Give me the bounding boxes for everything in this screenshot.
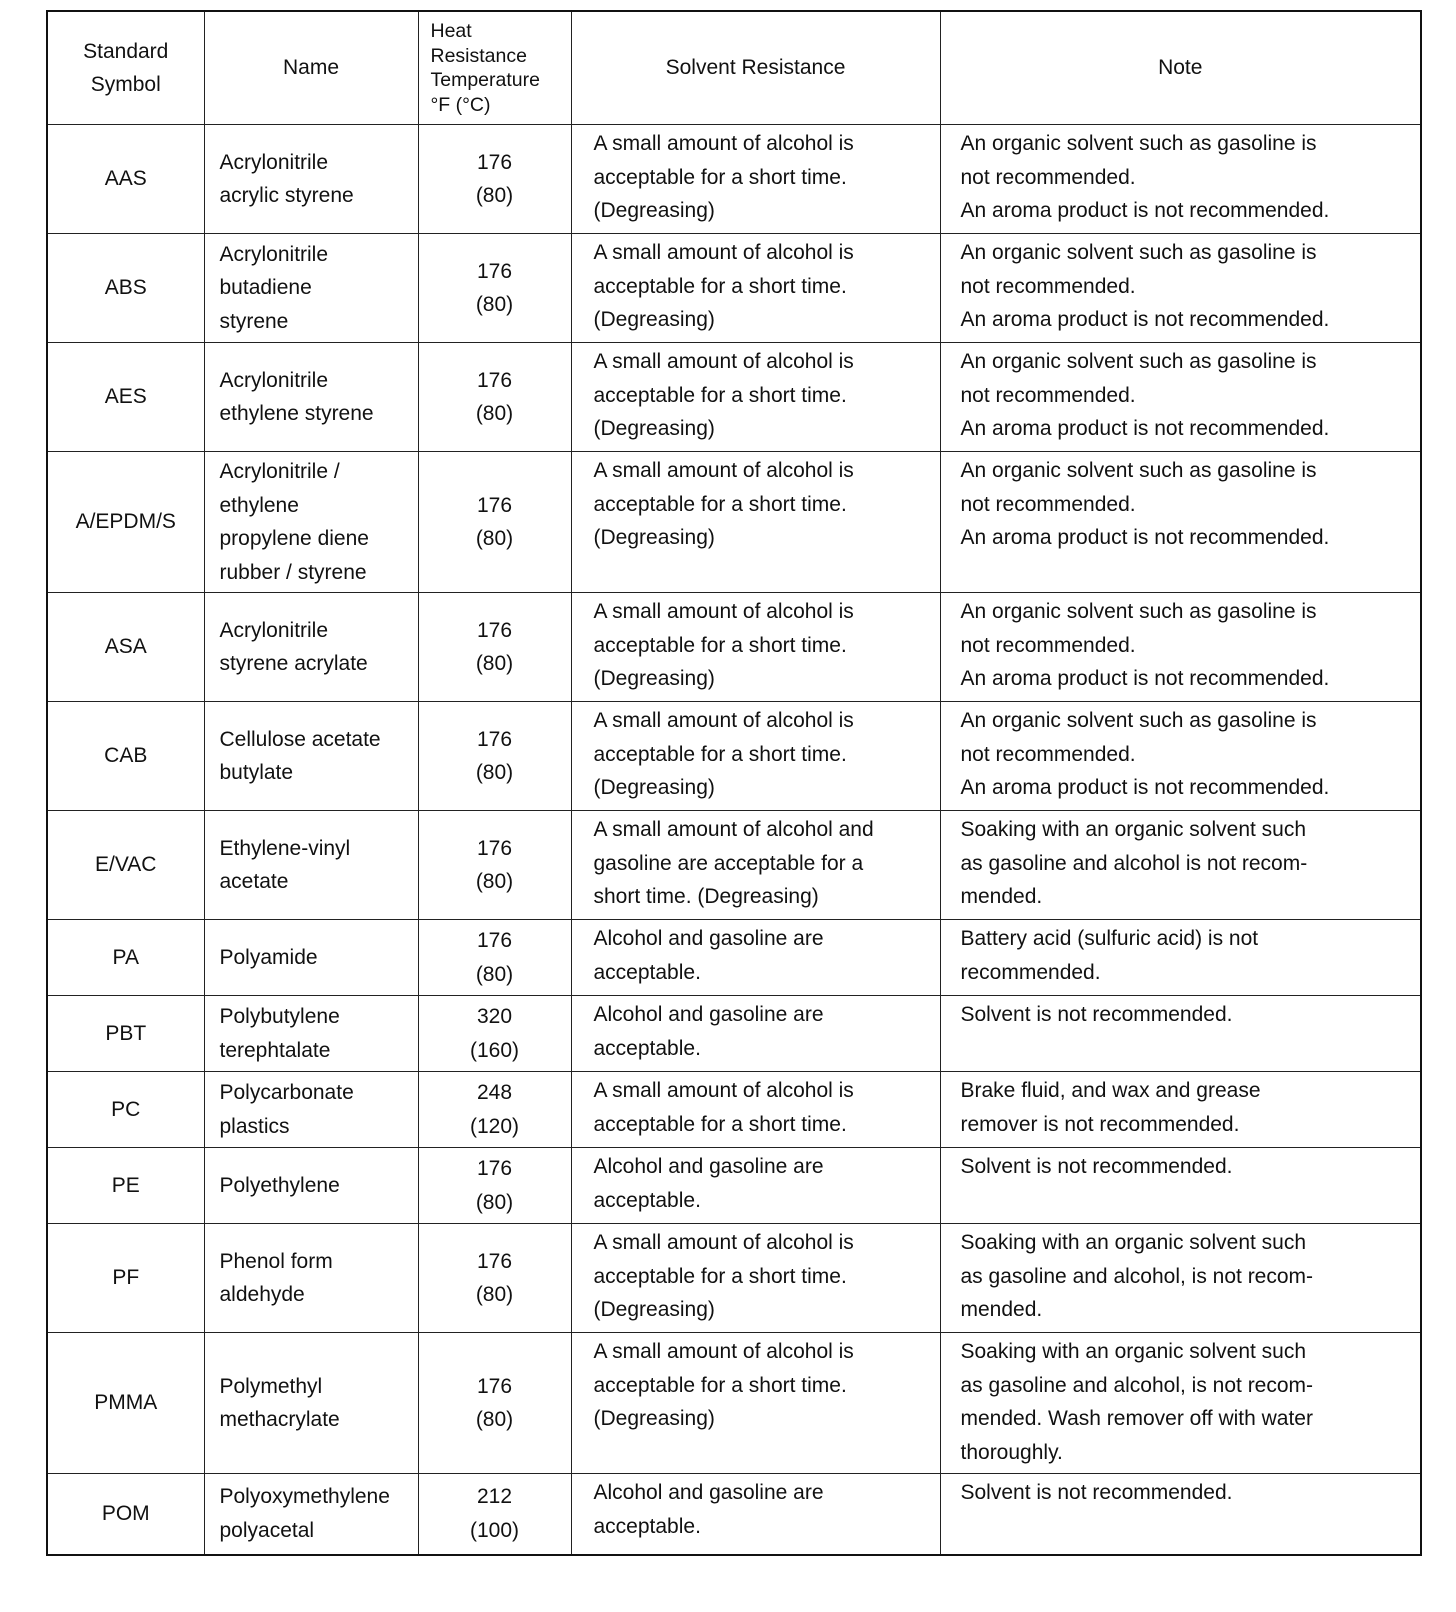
solvent-resistance-cell <box>571 125 940 234</box>
heat-fahrenheit: 176 <box>476 150 513 174</box>
name-line: ethylene styrene <box>219 402 374 425</box>
note-cell <box>940 343 1421 452</box>
name-line: methacrylate <box>219 1408 340 1431</box>
table-body <box>47 125 1421 1555</box>
solvent-line: A small amount of alcohol is <box>593 241 854 264</box>
heat-resistance-cell <box>418 343 571 452</box>
name-cell <box>204 996 418 1072</box>
symbol-cell: PE <box>47 1148 204 1224</box>
name-line: ethylene <box>219 493 299 517</box>
solvent-line: (Degreasing) <box>593 199 715 222</box>
name-line: acrylic styrene <box>219 184 354 207</box>
solvent-line: Alcohol and gasoline are <box>593 1155 824 1178</box>
name-line: terephtalate <box>219 1038 331 1062</box>
name-line: butylate <box>219 761 294 784</box>
name-line: styrene acrylate <box>219 652 368 675</box>
note-line: An aroma product is not recommended. <box>960 199 1330 222</box>
note-cell <box>940 920 1421 996</box>
name-line: acetate <box>219 870 289 893</box>
solvent-resistance-cell <box>571 343 940 452</box>
symbol-cell: AES <box>47 343 204 452</box>
name-cell <box>204 1333 418 1474</box>
solvent-line: Alcohol and gasoline are <box>593 1003 824 1026</box>
name-cell <box>204 343 418 452</box>
name-line: Cellulose acetate <box>219 727 381 751</box>
name-line: aldehyde <box>219 1283 305 1306</box>
symbol-cell: PC <box>47 1072 204 1148</box>
heat-celsius: (80) <box>475 761 514 784</box>
solvent-line: A small amount of alcohol is <box>593 1231 854 1254</box>
note-cell <box>940 1474 1421 1555</box>
header-symbol-line: Symbol <box>90 73 161 96</box>
name-cell <box>204 452 418 593</box>
heat-fahrenheit: 176 <box>476 1374 513 1398</box>
solvent-line: A small amount of alcohol is <box>593 600 854 623</box>
name-line: Polycarbonate <box>219 1081 354 1104</box>
heat-resistance-cell <box>418 1333 571 1474</box>
heat-fahrenheit: 248 <box>476 1081 513 1104</box>
name-line: Polymethyl <box>219 1374 323 1398</box>
solvent-resistance-cell <box>571 996 940 1072</box>
table-row <box>47 811 1421 920</box>
name-line: rubber / styrene <box>219 560 367 584</box>
heat-celsius: (120) <box>469 1114 520 1138</box>
name-line: Polyethylene <box>219 1173 340 1197</box>
solvent-line: acceptable for a short time. <box>593 742 847 766</box>
solvent-resistance-cell <box>571 1333 940 1474</box>
header-row <box>47 11 1421 125</box>
solvent-resistance-cell <box>571 452 940 593</box>
heat-fahrenheit: 212 <box>476 1485 513 1509</box>
header-symbol-line: Standard <box>83 39 169 63</box>
name-cell <box>204 1224 418 1333</box>
note-line: An organic solvent such as gasoline is <box>960 132 1317 155</box>
solvent-line: acceptable for a short time. <box>593 1373 847 1397</box>
heat-celsius: (80) <box>475 1190 514 1214</box>
note-cell <box>940 1224 1421 1333</box>
solvent-resistance-cell <box>571 811 940 920</box>
note-cell <box>940 593 1421 702</box>
note-line: An organic solvent such as gasoline is <box>960 350 1317 373</box>
heat-fahrenheit: 176 <box>476 836 513 860</box>
name-line: Acrylonitrile <box>219 150 329 174</box>
solvent-line: A small amount of alcohol is <box>593 132 854 155</box>
heat-resistance-cell <box>418 593 571 702</box>
heat-celsius: (80) <box>475 402 514 425</box>
name-line: plastics <box>219 1114 290 1138</box>
solvent-resistance-cell <box>571 1224 940 1333</box>
header-solvent-resistance: Solvent Resistance <box>571 11 940 125</box>
symbol-cell: ASA <box>47 593 204 702</box>
symbol-cell: POM <box>47 1474 204 1555</box>
table-row <box>47 593 1421 702</box>
note-line: not recommended. <box>960 492 1136 516</box>
name-cell <box>204 125 418 234</box>
table-row <box>47 1474 1421 1555</box>
table-row <box>47 996 1421 1072</box>
solvent-line: (Degreasing) <box>593 1298 715 1321</box>
note-line: Solvent is not recommended. <box>960 1481 1233 1504</box>
solvent-resistance-cell <box>571 1148 940 1224</box>
solvent-resistance-cell <box>571 1072 940 1148</box>
name-line: butadiene <box>219 276 312 300</box>
note-line: Soaking with an organic solvent such <box>960 818 1307 841</box>
solvent-line: gasoline are acceptable for a <box>593 851 864 875</box>
heat-celsius: (160) <box>469 1038 520 1062</box>
table-row <box>47 1072 1421 1148</box>
heat-resistance-cell <box>418 920 571 996</box>
heat-fahrenheit: 176 <box>476 727 513 751</box>
note-cell <box>940 125 1421 234</box>
heat-fahrenheit: 176 <box>476 929 513 952</box>
solvent-line: A small amount of alcohol and <box>593 818 874 841</box>
symbol-cell: PBT <box>47 996 204 1072</box>
table-row <box>47 1333 1421 1474</box>
symbol-cell: A/EPDM/S <box>47 452 204 593</box>
solvent-line: (Degreasing) <box>593 417 715 440</box>
note-line: An aroma product is not recommended. <box>960 308 1330 331</box>
symbol-cell: CAB <box>47 702 204 811</box>
name-cell <box>204 234 418 343</box>
heat-fahrenheit: 320 <box>476 1005 513 1028</box>
name-line: Acrylonitrile <box>219 242 329 266</box>
symbol-cell: PA <box>47 920 204 996</box>
note-line: An organic solvent such as gasoline is <box>960 241 1317 264</box>
note-line: not recommended. <box>960 383 1136 407</box>
table-row <box>47 234 1421 343</box>
name-line: Polyoxymethylene <box>219 1485 390 1509</box>
note-cell <box>940 811 1421 920</box>
name-line: propylene diene <box>219 527 369 550</box>
solvent-line: acceptable. <box>593 960 701 984</box>
heat-celsius: (80) <box>475 184 514 207</box>
note-cell <box>940 1148 1421 1224</box>
note-line: as gasoline and alcohol is not recom- <box>960 851 1308 875</box>
name-line: polyacetal <box>219 1518 315 1542</box>
header-heat-line: °F (°C) <box>430 93 491 116</box>
solvent-line: acceptable. <box>593 1036 701 1060</box>
name-line: Polyamide <box>219 945 318 969</box>
note-line: Solvent is not recommended. <box>960 1003 1233 1026</box>
solvent-line: (Degreasing) <box>593 526 715 549</box>
solvent-line: acceptable for a short time. <box>593 1264 847 1288</box>
symbol-cell: ABS <box>47 234 204 343</box>
table-row <box>47 702 1421 811</box>
header-heat-line: Heat <box>430 20 472 42</box>
name-line: Acrylonitrile <box>219 368 329 392</box>
note-line: Soaking with an organic solvent such <box>960 1231 1307 1254</box>
note-cell <box>940 996 1421 1072</box>
note-line: An aroma product is not recommended. <box>960 776 1330 799</box>
symbol-cell: PMMA <box>47 1333 204 1474</box>
heat-celsius: (80) <box>475 652 514 675</box>
heat-celsius: (100) <box>469 1518 520 1542</box>
note-line: recommended. <box>960 960 1101 984</box>
name-cell <box>204 593 418 702</box>
note-line: as gasoline and alcohol, is not recom- <box>960 1373 1314 1397</box>
note-line: Battery acid (sulfuric acid) is not <box>960 927 1259 950</box>
name-cell <box>204 1072 418 1148</box>
note-line: mended. <box>960 885 1043 908</box>
solvent-line: A small amount of alcohol is <box>593 709 854 732</box>
header-standard-symbol <box>47 11 204 125</box>
solvent-line: (Degreasing) <box>593 1407 715 1430</box>
table-row <box>47 343 1421 452</box>
solvent-resistance-cell <box>571 702 940 811</box>
header-note: Note <box>940 11 1421 125</box>
note-line: An aroma product is not recommended. <box>960 417 1330 440</box>
table-row <box>47 1148 1421 1224</box>
note-line: mended. <box>960 1298 1043 1321</box>
note-line: An aroma product is not recommended. <box>960 526 1330 549</box>
name-cell <box>204 920 418 996</box>
heat-fahrenheit: 176 <box>476 259 513 283</box>
solvent-line: acceptable for a short time. <box>593 274 847 298</box>
table-row <box>47 125 1421 234</box>
table-row <box>47 1224 1421 1333</box>
heat-celsius: (80) <box>475 1283 514 1306</box>
solvent-line: acceptable for a short time. <box>593 492 847 516</box>
heat-celsius: (80) <box>475 870 514 893</box>
note-line: not recommended. <box>960 165 1136 189</box>
note-line: mended. Wash remover off with water <box>960 1407 1313 1430</box>
symbol-cell: PF <box>47 1224 204 1333</box>
note-cell <box>940 1333 1421 1474</box>
heat-resistance-cell <box>418 1474 571 1555</box>
header-heat-line: Resistance <box>430 44 527 67</box>
solvent-line: A small amount of alcohol is <box>593 459 854 482</box>
solvent-resistance-cell <box>571 593 940 702</box>
solvent-line: A small amount of alcohol is <box>593 1079 854 1102</box>
plastics-resistance-table <box>46 10 1422 1556</box>
heat-resistance-cell <box>418 1072 571 1148</box>
note-line: An organic solvent such as gasoline is <box>960 709 1317 732</box>
heat-resistance-cell <box>418 452 571 593</box>
note-line: thoroughly. <box>960 1440 1063 1464</box>
heat-resistance-cell <box>418 125 571 234</box>
name-cell <box>204 702 418 811</box>
note-line: An aroma product is not recommended. <box>960 667 1330 690</box>
note-line: as gasoline and alcohol, is not recom- <box>960 1264 1314 1288</box>
solvent-line: Alcohol and gasoline are <box>593 1481 824 1504</box>
note-cell <box>940 702 1421 811</box>
note-line: not recommended. <box>960 633 1136 657</box>
note-line: remover is not recommended. <box>960 1112 1240 1136</box>
solvent-resistance-cell <box>571 920 940 996</box>
name-cell <box>204 1148 418 1224</box>
heat-resistance-cell <box>418 702 571 811</box>
solvent-line: acceptable for a short time. <box>593 1112 847 1136</box>
heat-resistance-cell <box>418 996 571 1072</box>
name-line: Acrylonitrile <box>219 618 329 642</box>
symbol-cell: E/VAC <box>47 811 204 920</box>
name-line: Ethylene-vinyl <box>219 836 351 860</box>
name-cell <box>204 1474 418 1555</box>
header-heat-line: Temperature <box>430 69 540 91</box>
name-line: Acrylonitrile / <box>219 460 340 483</box>
solvent-resistance-cell <box>571 1474 940 1555</box>
note-line: Solvent is not recommended. <box>960 1155 1233 1178</box>
table-row <box>47 452 1421 593</box>
heat-fahrenheit: 176 <box>476 1249 513 1273</box>
solvent-line: (Degreasing) <box>593 667 715 690</box>
name-line: Phenol form <box>219 1249 333 1273</box>
heat-resistance-cell <box>418 1224 571 1333</box>
heat-fahrenheit: 176 <box>476 493 513 517</box>
solvent-line: acceptable. <box>593 1188 701 1212</box>
table-row <box>47 920 1421 996</box>
name-line: styrene <box>219 309 289 333</box>
solvent-line: acceptable for a short time. <box>593 383 847 407</box>
note-line: Brake fluid, and wax and grease <box>960 1079 1261 1102</box>
note-line: not recommended. <box>960 274 1136 298</box>
note-cell <box>940 1072 1421 1148</box>
note-line: Soaking with an organic solvent such <box>960 1340 1307 1363</box>
solvent-line: Alcohol and gasoline are <box>593 927 824 950</box>
heat-resistance-cell <box>418 234 571 343</box>
solvent-line: (Degreasing) <box>593 308 715 331</box>
solvent-line: A small amount of alcohol is <box>593 1340 854 1363</box>
note-line: An organic solvent such as gasoline is <box>960 459 1317 482</box>
header-heat-resistance <box>418 11 571 125</box>
solvent-line: (Degreasing) <box>593 776 715 799</box>
solvent-line: acceptable for a short time. <box>593 633 847 657</box>
heat-celsius: (80) <box>475 1408 514 1431</box>
heat-fahrenheit: 176 <box>476 368 513 392</box>
solvent-line: acceptable for a short time. <box>593 165 847 189</box>
heat-fahrenheit: 176 <box>476 618 513 642</box>
heat-celsius: (80) <box>475 293 514 316</box>
name-line: Polybutylene <box>219 1005 340 1028</box>
note-line: not recommended. <box>960 742 1136 766</box>
heat-fahrenheit: 176 <box>476 1157 513 1180</box>
note-cell <box>940 452 1421 593</box>
name-cell <box>204 811 418 920</box>
heat-resistance-cell <box>418 1148 571 1224</box>
heat-celsius: (80) <box>475 962 514 986</box>
solvent-line: short time. (Degreasing) <box>593 885 819 908</box>
solvent-resistance-cell <box>571 234 940 343</box>
note-cell <box>940 234 1421 343</box>
note-line: An organic solvent such as gasoline is <box>960 600 1317 623</box>
header-name: Name <box>204 11 418 125</box>
heat-resistance-cell <box>418 811 571 920</box>
symbol-cell: AAS <box>47 125 204 234</box>
solvent-line: A small amount of alcohol is <box>593 350 854 373</box>
solvent-line: acceptable. <box>593 1514 701 1538</box>
heat-celsius: (80) <box>475 527 514 550</box>
